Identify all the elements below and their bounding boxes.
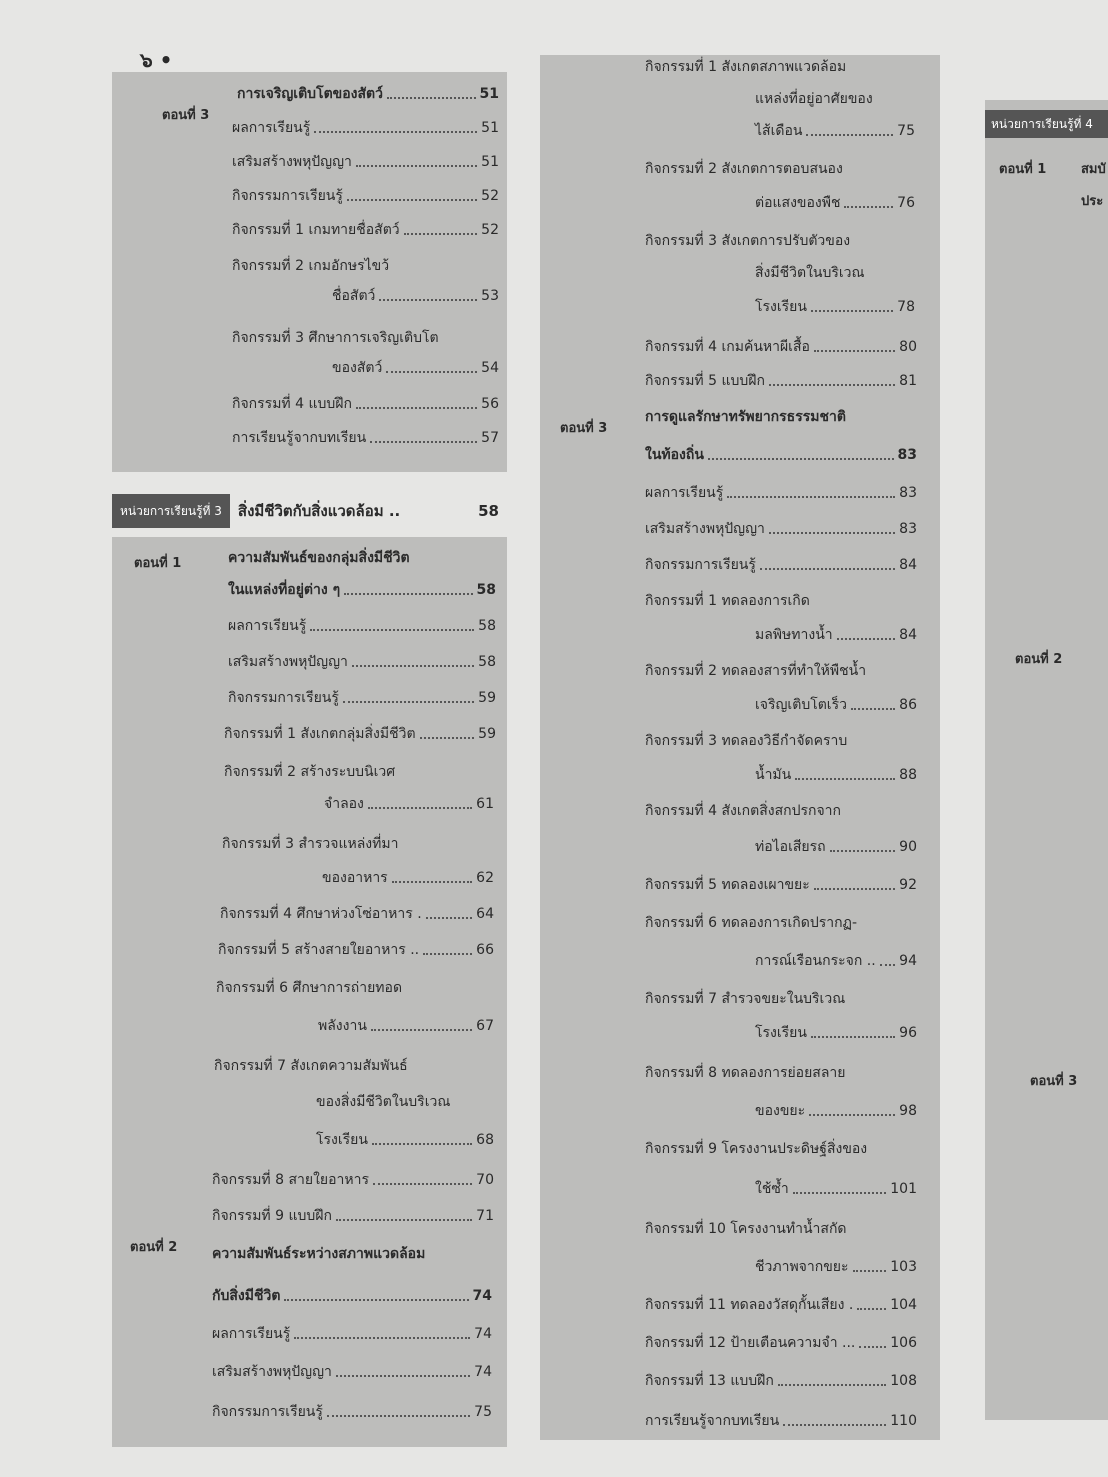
toc-entry[interactable]: กิจกรรมที่ 4 แบบฝึก 56 (232, 396, 499, 412)
toc-entry[interactable]: กิจกรรมการเรียนรู้ 84 (645, 557, 917, 573)
section-title-line: การดูแลรักษาทรัพยากรธรรมชาติ (645, 409, 846, 425)
toc-entry-line: กิจกรรมที่ 3 สำรวจแหล่งที่มา (222, 836, 399, 852)
toc-entry[interactable]: กิจกรรมที่ 4 เกมค้นหาผีเสื้อ 80 (645, 339, 917, 355)
toc-entry[interactable]: ของขยะ 98 (755, 1103, 917, 1119)
toc-entry[interactable]: มลพิษทางน้ำ 84 (755, 627, 917, 643)
toc-column-right-partial (985, 100, 1108, 1420)
toc-column-middle (540, 55, 940, 1440)
toc-entry-line: กิจกรรมที่ 9 โครงงานประดิษฐ์สิ่งของ (645, 1141, 868, 1157)
toc-entry[interactable]: ผลการเรียนรู้ 51 (232, 120, 499, 136)
toc-entry-line: กิจกรรมที่ 3 ศึกษาการเจริญเติบโต (232, 330, 439, 346)
unit-page: 58 (478, 502, 499, 520)
toc-entry[interactable]: ผลการเรียนรู้ 74 (212, 1326, 492, 1342)
toc-entry[interactable]: เสริมสร้างพหุปัญญา 58 (228, 654, 496, 670)
unit-title: สิ่งมีชีวิตกับสิ่งแวดล้อม .. (237, 502, 401, 520)
section-label: ตอนที่ 1 (134, 556, 182, 571)
toc-entry[interactable]: เสริมสร้างพหุปัญญา 74 (212, 1364, 492, 1380)
toc-entry[interactable]: การณ์เรือนกระจก .. 94 (755, 953, 917, 969)
toc-entry-line: แหล่งที่อยู่อาศัยของ (755, 91, 873, 107)
toc-entry-line: กิจกรรมที่ 7 สังเกตความสัมพันธ์ (214, 1058, 408, 1074)
toc-entry[interactable]: การเรียนรู้จากบทเรียน 110 (645, 1413, 917, 1429)
toc-entry[interactable]: ชีวภาพจากขยะ 103 (755, 1259, 917, 1275)
toc-entry[interactable]: กิจกรรมที่ 1 สังเกตกลุ่มสิ่งมีชีวิต 59 (224, 726, 496, 742)
entry-page: 51 (479, 86, 499, 102)
toc-entry[interactable]: โรงเรียน 68 (316, 1132, 494, 1148)
section-title-line: ความสัมพันธ์ระหว่างสภาพแวดล้อม (212, 1246, 426, 1262)
toc-entry[interactable]: กิจกรรมที่ 5 ทดลองเผาขยะ 92 (645, 877, 917, 893)
toc-entry[interactable]: ผลการเรียนรู้ 83 (645, 485, 917, 501)
toc-entry-line: กิจกรรมที่ 2 สร้างระบบนิเวศ (224, 764, 396, 780)
toc-entry[interactable]: กิจกรรมที่ 11 ทดลองวัสดุกั้นเสียง . 104 (645, 1297, 917, 1313)
toc-entry[interactable]: การเรียนรู้จากบทเรียน 57 (232, 430, 499, 446)
toc-entry[interactable]: เจริญเติบโตเร็ว 86 (755, 697, 917, 713)
toc-entry[interactable]: ไส้เดือน 75 (755, 123, 915, 139)
entry-label: การเจริญเติบโตของสัตว์ (237, 86, 383, 102)
section-label: ตอนที่ 2 (130, 1240, 178, 1255)
toc-entry-title[interactable] (237, 84, 499, 104)
section-title-line: ความสัมพันธ์ของกลุ่มสิ่งมีชีวิต (228, 550, 410, 566)
toc-entry[interactable]: โรงเรียน 96 (755, 1025, 917, 1041)
toc-entry-line: กิจกรรมที่ 3 สังเกตการปรับตัวของ (645, 233, 851, 249)
toc-entry[interactable]: ของสัตว์ 54 (332, 360, 499, 376)
toc-entry[interactable]: กิจกรรมการเรียนรู้ 52 (232, 188, 499, 204)
section-label: ตอนที่ 1 (999, 162, 1047, 177)
page-number: ๖ • (140, 48, 173, 72)
toc-entry-line: สิ่งมีชีวิตในบริเวณ (755, 265, 865, 281)
toc-entry-line: กิจกรรมที่ 2 ทดลองสารที่ทำให้พืชน้ำ (645, 663, 867, 679)
toc-entry-line: กิจกรรมที่ 2 เกมอักษรไขว้ (232, 258, 390, 274)
toc-entry-line: ของสิ่งมีชีวิตในบริเวณ (316, 1094, 451, 1110)
toc-entry[interactable]: กิจกรรมที่ 4 ศึกษาห่วงโซ่อาหาร . 64 (220, 906, 494, 922)
toc-entry[interactable]: กิจกรรมที่ 5 แบบฝึก 81 (645, 373, 917, 389)
toc-entry-line: กิจกรรมที่ 7 สำรวจขยะในบริเวณ (645, 991, 846, 1007)
toc-entry-line: กิจกรรมที่ 2 สังเกตการตอบสนอง (645, 161, 843, 177)
toc-entry-line: กิจกรรมที่ 8 ทดลองการย่อยสลาย (645, 1065, 846, 1081)
toc-column-left (112, 72, 507, 1447)
toc-entry[interactable]: กิจกรรมที่ 12 ป้ายเตือนความจำ ... 106 (645, 1335, 917, 1351)
toc-entry[interactable]: จำลอง 61 (324, 796, 494, 812)
toc-entry[interactable]: ต่อแสงของพืช 76 (755, 195, 915, 211)
toc-entry[interactable]: กิจกรรมที่ 9 แบบฝึก 71 (212, 1208, 494, 1224)
toc-entry[interactable]: กิจกรรมการเรียนรู้ 75 (212, 1404, 492, 1420)
toc-entry-line: กิจกรรมที่ 1 ทดลองการเกิด (645, 593, 810, 609)
toc-entry[interactable]: ท่อไอเสียรถ 90 (755, 839, 917, 855)
toc-entry[interactable]: โรงเรียน 78 (755, 299, 915, 315)
toc-entry[interactable]: เสริมสร้างพหุปัญญา 51 (232, 154, 499, 170)
toc-entry-line: กิจกรรมที่ 10 โครงงานทำน้ำสกัด (645, 1221, 847, 1237)
section-label: ตอนที่ 3 (560, 421, 608, 436)
toc-entry[interactable]: กิจกรรมที่ 13 แบบฝึก 108 (645, 1373, 917, 1389)
toc-entry[interactable]: เสริมสร้างพหุปัญญา 83 (645, 521, 917, 537)
toc-entry-line: กิจกรรมที่ 1 สังเกตสภาพแวดล้อม (645, 59, 847, 75)
toc-entry[interactable]: ใช้ซ้ำ 101 (755, 1181, 917, 1197)
toc-entry[interactable]: กิจกรรมการเรียนรู้ 59 (228, 690, 496, 706)
toc-entry[interactable]: กิจกรรมที่ 5 สร้างสายใยอาหาร .. 66 (218, 942, 494, 958)
toc-entry[interactable]: พลังงาน 67 (318, 1018, 494, 1034)
toc-entry-title[interactable]: ในท้องถิ่น 83 (645, 447, 917, 463)
toc-entry[interactable]: กิจกรรมที่ 1 เกมทายชื่อสัตว์ 52 (232, 222, 499, 238)
toc-entry-title[interactable]: ในแหล่งที่อยู่ต่าง ๆ 58 (228, 582, 496, 598)
unit-header[interactable] (112, 490, 507, 532)
toc-entry-line: กิจกรรมที่ 6 ศึกษาการถ่ายทอด (216, 980, 403, 996)
unit-tag: หน่วยการเรียนรู้ที่ 3 (112, 494, 230, 528)
toc-entry-line: กิจกรรมที่ 3 ทดลองวิธีกำจัดคราบ (645, 733, 848, 749)
section-label: ตอนที่ 2 (1015, 652, 1063, 667)
section-label: ตอนที่ 3 (162, 108, 210, 123)
section-label: ตอนที่ 3 (1030, 1074, 1078, 1089)
section-title-fragment: ประ (1081, 194, 1104, 209)
section-title-fragment: สมบั (1081, 162, 1106, 177)
toc-entry[interactable]: ชื่อสัตว์ 53 (332, 288, 499, 304)
toc-entry[interactable]: ของอาหาร 62 (322, 870, 494, 886)
toc-entry-line: กิจกรรมที่ 4 สังเกตสิ่งสกปรกจาก (645, 803, 842, 819)
toc-entry-title[interactable]: กับสิ่งมีชีวิต 74 (212, 1288, 492, 1304)
toc-entry-line: กิจกรรมที่ 6 ทดลองการเกิดปรากฏ- (645, 915, 858, 931)
toc-entry[interactable]: กิจกรรมที่ 8 สายใยอาหาร 70 (212, 1172, 494, 1188)
toc-entry[interactable]: ผลการเรียนรู้ 58 (228, 618, 496, 634)
toc-entry[interactable]: น้ำมัน 88 (755, 767, 917, 783)
unit-tag[interactable]: หน่วยการเรียนรู้ที่ 4 (985, 110, 1108, 138)
